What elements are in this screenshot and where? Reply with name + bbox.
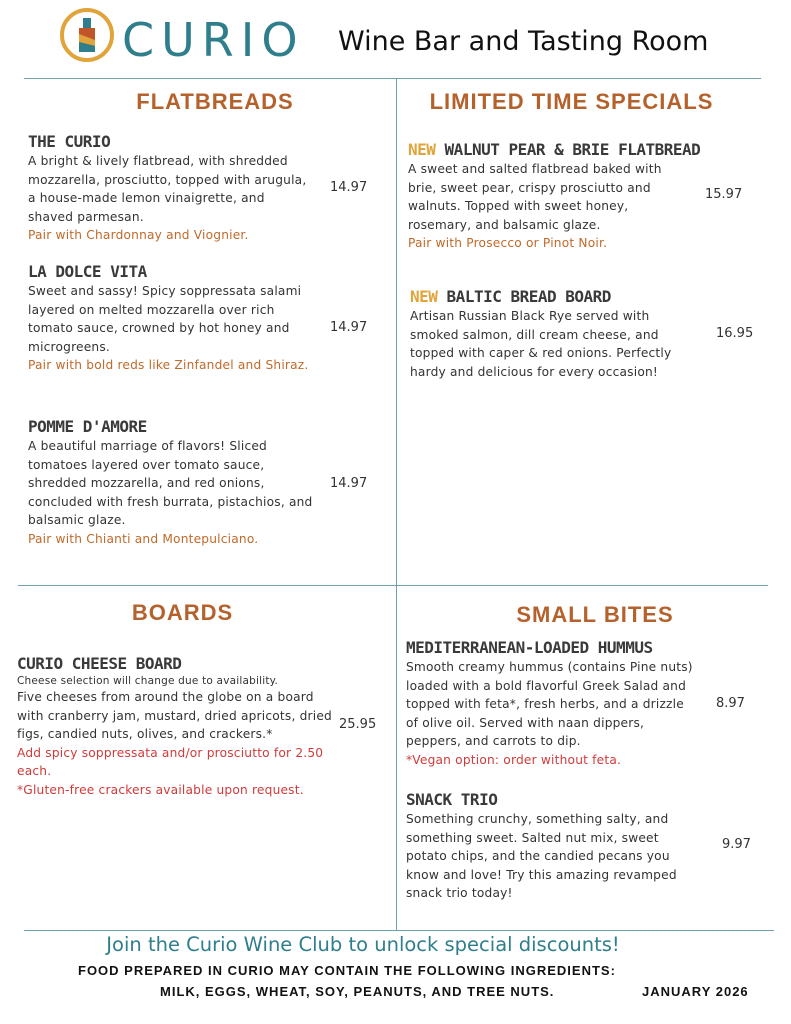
boards-title: BOARDS bbox=[131, 600, 234, 625]
item-description: A sweet and salted flatbread baked with brie, sweet pear, crispy prosciutto and walnuts. Topped with sweet honey, rosemary, and balsamic glaze. bbox=[408, 162, 662, 232]
item-name: MEDITERRANEAN-LOADED HUMMUS bbox=[406, 638, 653, 657]
top-divider bbox=[24, 78, 761, 79]
small-bites-title: SMALL BITES bbox=[516, 602, 674, 627]
item-description: Sweet and sassy! Spicy soppressata salami layered on melted mozzarella over rich tomato sauce, crowned by hot honey and microgreens. bbox=[28, 284, 302, 354]
logo-circle bbox=[60, 8, 114, 62]
item-price: 16.95 bbox=[716, 326, 754, 341]
item-name: CURIO CHEESE BOARD bbox=[17, 654, 182, 673]
item-name-text: WALNUT PEAR & BRIE FLATBREAD bbox=[444, 140, 701, 159]
menu-item-snack-trio bbox=[406, 790, 696, 903]
item-price: 15.97 bbox=[705, 187, 743, 202]
menu-item-walnut-pear-brie bbox=[408, 140, 701, 253]
item-vegan-note: *Vegan option: order without feta. bbox=[406, 752, 622, 767]
flatbreads-title: FLATBREADS bbox=[136, 89, 294, 114]
menu-item-curio-cheese-board bbox=[17, 654, 337, 799]
item-price: 14.97 bbox=[330, 476, 368, 491]
item-name: SNACK TRIO bbox=[406, 790, 498, 809]
item-description: A beautiful marriage of flavors! Sliced tomatoes layered over tomato sauce, shredded mozzarella, and red onions, concluded with fresh burrata, pistachios, and balsamic glaze. bbox=[28, 439, 313, 527]
allergen-line-2: MILK, EGGS, WHEAT, SOY, PEANUTS, AND TREE NUTS. bbox=[160, 984, 555, 999]
item-name bbox=[408, 140, 701, 160]
item-price: 14.97 bbox=[330, 180, 368, 195]
item-description: Five cheeses from around the globe on a board with cranberry jam, mustard, dried apricots, dried figs, candied nuts, olives, and crackers.* bbox=[17, 690, 332, 741]
item-price: 9.97 bbox=[722, 837, 751, 852]
item-pairing: Pair with Chianti and Montepulciano. bbox=[28, 531, 259, 546]
item-pairing: Pair with bold reds like Zinfandel and Shiraz. bbox=[28, 358, 309, 372]
item-description: Something crunchy, something salty, and something sweet. Salted nut mix, sweet potato chips, and the candied pecans you know and love! Try this amazing revamped snack trio today! bbox=[406, 812, 677, 900]
tagline: Wine Bar and Tasting Room bbox=[338, 26, 709, 57]
menu-date: JANUARY 2026 bbox=[642, 984, 749, 999]
item-name: LA DOLCE VITA bbox=[28, 262, 147, 281]
bottom-divider bbox=[24, 930, 774, 931]
item-pairing: Pair with Chardonnay and Viognier. bbox=[28, 228, 249, 242]
menu-item-la-dolce-vita bbox=[28, 262, 313, 375]
item-note: Cheese selection will change due to availability. bbox=[17, 675, 279, 687]
new-badge: NEW bbox=[410, 287, 438, 306]
item-name: THE CURIO bbox=[28, 132, 111, 151]
item-pairing: Pair with Prosecco or Pinot Noir. bbox=[408, 236, 608, 250]
menu-item-pomme-damore bbox=[28, 417, 313, 548]
item-name: POMME D'AMORE bbox=[28, 417, 147, 436]
item-name-text: BALTIC BREAD BOARD bbox=[446, 287, 611, 306]
item-addon: Add spicy soppressata and/or prosciutto for 2.50 each. bbox=[17, 745, 324, 778]
menu-item-mediterranean-hummus bbox=[406, 638, 696, 769]
new-badge: NEW bbox=[408, 140, 436, 159]
menu-item-baltic-bread-board bbox=[410, 287, 685, 381]
center-divider bbox=[396, 78, 397, 930]
wine-club-promo: Join the Curio Wine Club to unlock special discounts! bbox=[106, 933, 620, 956]
item-price: 14.97 bbox=[330, 320, 368, 335]
middle-divider bbox=[18, 585, 768, 586]
item-description: Smooth creamy hummus (contains Pine nuts) loaded with a bold flavorful Greek Salad and topped with feta*, fresh herbs, and a drizzle of olive oil. Served with naan dippers, peppers, and carrots to dip. bbox=[406, 660, 693, 748]
specials-title: LIMITED TIME SPECIALS bbox=[429, 89, 714, 114]
item-gluten-note: *Gluten-free crackers available upon request. bbox=[17, 782, 304, 797]
item-description: Artisan Russian Black Rye served with smoked salmon, dill cream cheese, and topped with caper & red onions. Perfectly hardy and delicious for every occasion! bbox=[410, 309, 672, 379]
brand-wordmark: CURIO bbox=[122, 13, 305, 67]
item-price: 8.97 bbox=[716, 696, 745, 711]
item-price: 25.95 bbox=[339, 717, 377, 732]
menu-item-the-curio bbox=[28, 132, 313, 245]
allergen-line-1: FOOD PREPARED IN CURIO MAY CONTAIN THE FOLLOWING INGREDIENTS: bbox=[78, 963, 616, 978]
item-name bbox=[410, 287, 685, 307]
item-description: A bright & lively flatbread, with shredded mozzarella, prosciutto, topped with arugula, a house-made lemon vinaigrette, and shaved parmesan. bbox=[28, 154, 307, 224]
wine-bottle-icon bbox=[64, 12, 110, 58]
